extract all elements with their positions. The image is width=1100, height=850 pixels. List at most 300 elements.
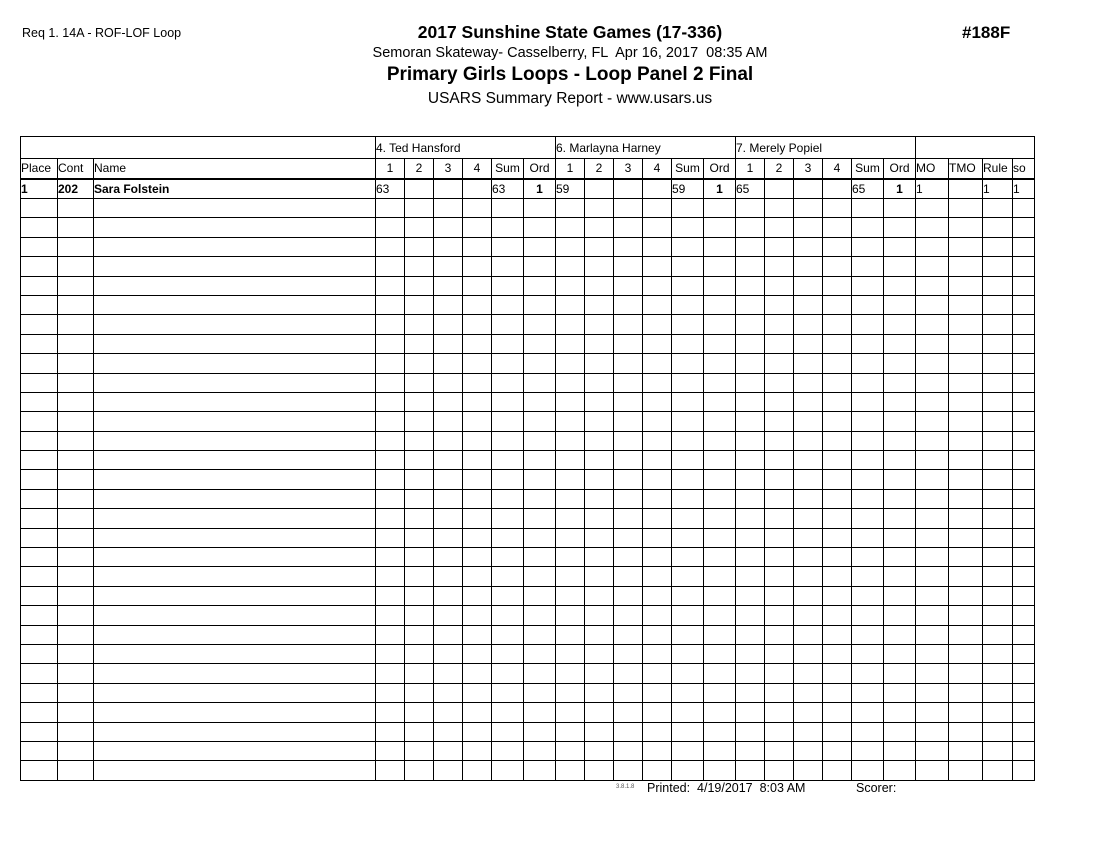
table-row bbox=[21, 199, 1035, 218]
empty-cell bbox=[643, 354, 672, 373]
printed-timestamp: Printed: 4/19/2017 8:03 AM bbox=[647, 781, 806, 795]
empty-cell bbox=[643, 295, 672, 314]
empty-cell bbox=[823, 528, 852, 547]
empty-cell bbox=[405, 451, 434, 470]
empty-cell bbox=[524, 644, 556, 663]
score-cell bbox=[614, 179, 643, 199]
empty-cell bbox=[643, 683, 672, 702]
empty-cell bbox=[614, 451, 643, 470]
empty-cell bbox=[492, 664, 524, 683]
empty-cell bbox=[736, 703, 765, 722]
empty-cell bbox=[492, 199, 524, 218]
empty-cell bbox=[614, 218, 643, 237]
empty-cell bbox=[614, 237, 643, 256]
empty-cell bbox=[736, 548, 765, 567]
sum-cell: 63 bbox=[492, 179, 524, 199]
empty-cell bbox=[794, 489, 823, 508]
empty-cell bbox=[524, 528, 556, 547]
empty-cell bbox=[643, 586, 672, 605]
empty-cell bbox=[983, 664, 1013, 683]
empty-cell bbox=[376, 334, 405, 353]
division-title: Primary Girls Loops - Loop Panel 2 Final bbox=[386, 64, 754, 85]
empty-cell bbox=[405, 412, 434, 431]
name-cell: Sara Folstein bbox=[94, 179, 376, 199]
empty-cell bbox=[94, 625, 376, 644]
corner-spacer bbox=[916, 137, 1035, 159]
column-header-2: 2 bbox=[765, 159, 794, 179]
score-cell: 65 bbox=[736, 179, 765, 199]
empty-cell bbox=[765, 683, 794, 702]
empty-cell bbox=[463, 295, 492, 314]
empty-cell bbox=[823, 218, 852, 237]
empty-cell bbox=[916, 412, 949, 431]
empty-cell bbox=[21, 199, 58, 218]
empty-cell bbox=[94, 644, 376, 663]
empty-cell bbox=[643, 373, 672, 392]
table-row bbox=[21, 179, 1035, 199]
empty-cell bbox=[884, 354, 916, 373]
column-header-4: 4 bbox=[643, 159, 672, 179]
empty-cell bbox=[376, 741, 405, 760]
empty-cell bbox=[765, 295, 794, 314]
empty-cell bbox=[736, 199, 765, 218]
table-row bbox=[21, 703, 1035, 722]
empty-cell bbox=[704, 392, 736, 411]
empty-cell bbox=[434, 451, 463, 470]
score-cell bbox=[643, 179, 672, 199]
title-block bbox=[40, 0, 1100, 108]
empty-cell bbox=[58, 276, 94, 295]
empty-cell bbox=[823, 412, 852, 431]
empty-cell bbox=[1013, 489, 1035, 508]
empty-cell bbox=[704, 315, 736, 334]
empty-cell bbox=[58, 315, 94, 334]
empty-cell bbox=[94, 431, 376, 450]
empty-cell bbox=[1013, 761, 1035, 780]
scorer-label: Scorer: bbox=[856, 781, 897, 795]
empty-cell bbox=[949, 489, 983, 508]
empty-cell bbox=[643, 741, 672, 760]
empty-cell bbox=[556, 606, 585, 625]
empty-cell bbox=[823, 664, 852, 683]
empty-cell bbox=[794, 683, 823, 702]
empty-cell bbox=[643, 703, 672, 722]
table-row bbox=[21, 431, 1035, 450]
empty-cell bbox=[643, 722, 672, 741]
empty-cell bbox=[524, 664, 556, 683]
empty-cell bbox=[58, 334, 94, 353]
empty-cell bbox=[794, 431, 823, 450]
empty-cell bbox=[524, 606, 556, 625]
empty-cell bbox=[916, 567, 949, 586]
empty-cell bbox=[21, 412, 58, 431]
table-row bbox=[21, 548, 1035, 567]
empty-cell bbox=[916, 741, 949, 760]
empty-cell bbox=[376, 489, 405, 508]
empty-cell bbox=[672, 470, 704, 489]
empty-cell bbox=[58, 373, 94, 392]
judge-header-1: 4. Ted Hansford bbox=[376, 137, 556, 159]
empty-cell bbox=[916, 644, 949, 663]
empty-cell bbox=[794, 412, 823, 431]
empty-cell bbox=[463, 703, 492, 722]
empty-cell bbox=[58, 548, 94, 567]
empty-cell bbox=[434, 199, 463, 218]
empty-cell bbox=[524, 218, 556, 237]
empty-cell bbox=[736, 625, 765, 644]
empty-cell bbox=[884, 741, 916, 760]
empty-cell bbox=[765, 218, 794, 237]
empty-cell bbox=[765, 315, 794, 334]
empty-cell bbox=[823, 315, 852, 334]
empty-cell bbox=[704, 548, 736, 567]
empty-cell bbox=[852, 412, 884, 431]
empty-cell bbox=[585, 528, 614, 547]
empty-cell bbox=[58, 412, 94, 431]
empty-cell bbox=[556, 664, 585, 683]
empty-cell bbox=[765, 625, 794, 644]
empty-cell bbox=[852, 586, 884, 605]
empty-cell bbox=[643, 451, 672, 470]
empty-cell bbox=[983, 412, 1013, 431]
empty-cell bbox=[643, 528, 672, 547]
sum-cell: 65 bbox=[852, 179, 884, 199]
empty-cell bbox=[823, 431, 852, 450]
table-row bbox=[21, 276, 1035, 295]
empty-cell bbox=[672, 199, 704, 218]
empty-cell bbox=[556, 509, 585, 528]
empty-cell bbox=[585, 237, 614, 256]
table-row bbox=[21, 567, 1035, 586]
empty-cell bbox=[585, 741, 614, 760]
empty-cell bbox=[58, 470, 94, 489]
empty-cell bbox=[672, 489, 704, 508]
table-row bbox=[21, 470, 1035, 489]
empty-cell bbox=[794, 703, 823, 722]
empty-cell bbox=[672, 528, 704, 547]
table-row bbox=[21, 741, 1035, 760]
empty-cell bbox=[434, 470, 463, 489]
empty-cell bbox=[983, 199, 1013, 218]
empty-cell bbox=[736, 334, 765, 353]
empty-cell bbox=[736, 412, 765, 431]
empty-cell bbox=[463, 392, 492, 411]
empty-cell bbox=[983, 703, 1013, 722]
empty-cell bbox=[884, 567, 916, 586]
empty-cell bbox=[643, 548, 672, 567]
empty-cell bbox=[823, 683, 852, 702]
empty-cell bbox=[58, 237, 94, 256]
empty-cell bbox=[463, 218, 492, 237]
empty-cell bbox=[643, 509, 672, 528]
empty-cell bbox=[884, 722, 916, 741]
column-header-ord: Ord bbox=[524, 159, 556, 179]
empty-cell bbox=[492, 528, 524, 547]
empty-cell bbox=[434, 276, 463, 295]
empty-cell bbox=[704, 489, 736, 508]
empty-cell bbox=[463, 431, 492, 450]
empty-cell bbox=[376, 528, 405, 547]
empty-cell bbox=[765, 334, 794, 353]
column-header-ord: Ord bbox=[884, 159, 916, 179]
empty-cell bbox=[852, 741, 884, 760]
table-row bbox=[21, 606, 1035, 625]
empty-cell bbox=[463, 761, 492, 780]
empty-cell bbox=[556, 741, 585, 760]
table-row bbox=[21, 257, 1035, 276]
empty-cell bbox=[823, 741, 852, 760]
empty-cell bbox=[823, 295, 852, 314]
empty-cell bbox=[21, 295, 58, 314]
empty-cell bbox=[524, 567, 556, 586]
empty-cell bbox=[21, 237, 58, 256]
empty-cell bbox=[823, 548, 852, 567]
empty-cell bbox=[916, 334, 949, 353]
empty-cell bbox=[672, 741, 704, 760]
empty-cell bbox=[463, 567, 492, 586]
empty-cell bbox=[524, 412, 556, 431]
empty-cell bbox=[94, 257, 376, 276]
empty-cell bbox=[916, 295, 949, 314]
empty-cell bbox=[376, 644, 405, 663]
empty-cell bbox=[556, 392, 585, 411]
empty-cell bbox=[765, 548, 794, 567]
empty-cell bbox=[492, 334, 524, 353]
table-row bbox=[21, 334, 1035, 353]
empty-cell bbox=[672, 761, 704, 780]
empty-cell bbox=[434, 761, 463, 780]
empty-cell bbox=[852, 431, 884, 450]
column-header-sum: Sum bbox=[492, 159, 524, 179]
empty-cell bbox=[949, 528, 983, 547]
column-header-ord: Ord bbox=[704, 159, 736, 179]
empty-cell bbox=[376, 548, 405, 567]
table-row bbox=[21, 761, 1035, 780]
empty-cell bbox=[434, 625, 463, 644]
empty-cell bbox=[884, 644, 916, 663]
empty-cell bbox=[643, 392, 672, 411]
empty-cell bbox=[463, 276, 492, 295]
empty-cell bbox=[556, 528, 585, 547]
empty-cell bbox=[614, 741, 643, 760]
empty-cell bbox=[916, 761, 949, 780]
empty-cell bbox=[94, 470, 376, 489]
empty-cell bbox=[794, 664, 823, 683]
empty-cell bbox=[765, 606, 794, 625]
empty-cell bbox=[983, 451, 1013, 470]
empty-cell bbox=[1013, 218, 1035, 237]
empty-cell bbox=[21, 373, 58, 392]
empty-cell bbox=[672, 354, 704, 373]
empty-cell bbox=[556, 412, 585, 431]
empty-cell bbox=[983, 548, 1013, 567]
empty-cell bbox=[524, 509, 556, 528]
empty-cell bbox=[736, 644, 765, 663]
empty-cell bbox=[585, 199, 614, 218]
empty-cell bbox=[614, 295, 643, 314]
empty-cell bbox=[884, 218, 916, 237]
empty-cell bbox=[672, 237, 704, 256]
empty-cell bbox=[643, 761, 672, 780]
empty-cell bbox=[794, 586, 823, 605]
empty-cell bbox=[949, 509, 983, 528]
empty-cell bbox=[463, 644, 492, 663]
empty-cell bbox=[823, 334, 852, 353]
empty-cell bbox=[672, 644, 704, 663]
empty-cell bbox=[1013, 354, 1035, 373]
empty-cell bbox=[21, 741, 58, 760]
empty-cell bbox=[376, 295, 405, 314]
empty-cell bbox=[884, 489, 916, 508]
empty-cell bbox=[1013, 741, 1035, 760]
column-header-cont: Cont bbox=[58, 159, 94, 179]
empty-cell bbox=[852, 451, 884, 470]
empty-cell bbox=[585, 664, 614, 683]
empty-cell bbox=[672, 703, 704, 722]
empty-cell bbox=[405, 722, 434, 741]
empty-cell bbox=[736, 354, 765, 373]
empty-cell bbox=[21, 392, 58, 411]
empty-cell bbox=[736, 741, 765, 760]
empty-cell bbox=[852, 315, 884, 334]
empty-cell bbox=[94, 664, 376, 683]
empty-cell bbox=[405, 295, 434, 314]
empty-cell bbox=[852, 392, 884, 411]
empty-cell bbox=[704, 257, 736, 276]
empty-cell bbox=[556, 199, 585, 218]
empty-cell bbox=[94, 315, 376, 334]
empty-cell bbox=[983, 470, 1013, 489]
empty-cell bbox=[434, 722, 463, 741]
empty-cell bbox=[58, 683, 94, 702]
empty-cell bbox=[765, 741, 794, 760]
empty-cell bbox=[524, 354, 556, 373]
empty-cell bbox=[916, 237, 949, 256]
empty-cell bbox=[556, 586, 585, 605]
empty-cell bbox=[736, 392, 765, 411]
score-cell bbox=[765, 179, 794, 199]
empty-cell bbox=[376, 664, 405, 683]
empty-cell bbox=[434, 664, 463, 683]
empty-cell bbox=[405, 703, 434, 722]
empty-cell bbox=[794, 722, 823, 741]
empty-cell bbox=[524, 276, 556, 295]
tmo-cell bbox=[949, 179, 983, 199]
empty-cell bbox=[852, 567, 884, 586]
empty-cell bbox=[21, 761, 58, 780]
empty-cell bbox=[884, 276, 916, 295]
empty-cell bbox=[492, 722, 524, 741]
empty-cell bbox=[852, 548, 884, 567]
empty-cell bbox=[852, 257, 884, 276]
empty-cell bbox=[405, 509, 434, 528]
empty-cell bbox=[405, 567, 434, 586]
empty-cell bbox=[672, 218, 704, 237]
empty-cell bbox=[556, 373, 585, 392]
empty-cell bbox=[704, 199, 736, 218]
empty-cell bbox=[585, 470, 614, 489]
empty-cell bbox=[405, 431, 434, 450]
score-cell bbox=[463, 179, 492, 199]
empty-cell bbox=[704, 276, 736, 295]
empty-cell bbox=[405, 276, 434, 295]
empty-cell bbox=[704, 509, 736, 528]
empty-cell bbox=[1013, 276, 1035, 295]
empty-cell bbox=[765, 761, 794, 780]
empty-cell bbox=[405, 761, 434, 780]
empty-cell bbox=[884, 257, 916, 276]
empty-cell bbox=[704, 644, 736, 663]
empty-cell bbox=[585, 315, 614, 334]
empty-cell bbox=[376, 451, 405, 470]
venue-date-line: Semoran Skateway- Casselberry, FL Apr 16, 2017 08:35 AM bbox=[372, 45, 768, 61]
empty-cell bbox=[58, 295, 94, 314]
empty-cell bbox=[823, 373, 852, 392]
empty-cell bbox=[1013, 451, 1035, 470]
empty-cell bbox=[94, 683, 376, 702]
empty-cell bbox=[949, 761, 983, 780]
empty-cell bbox=[765, 199, 794, 218]
empty-cell bbox=[21, 334, 58, 353]
table-row bbox=[21, 451, 1035, 470]
empty-cell bbox=[643, 257, 672, 276]
empty-cell bbox=[736, 218, 765, 237]
empty-cell bbox=[983, 218, 1013, 237]
empty-cell bbox=[1013, 237, 1035, 256]
table-row bbox=[21, 392, 1035, 411]
empty-cell bbox=[21, 470, 58, 489]
empty-cell bbox=[884, 412, 916, 431]
empty-cell bbox=[58, 586, 94, 605]
empty-cell bbox=[463, 548, 492, 567]
empty-cell bbox=[585, 509, 614, 528]
empty-cell bbox=[585, 761, 614, 780]
empty-cell bbox=[58, 489, 94, 508]
empty-cell bbox=[949, 199, 983, 218]
empty-cell bbox=[21, 354, 58, 373]
ord-cell: 1 bbox=[704, 179, 736, 199]
empty-cell bbox=[1013, 606, 1035, 625]
empty-cell bbox=[556, 354, 585, 373]
empty-cell bbox=[643, 334, 672, 353]
column-header-sum: Sum bbox=[672, 159, 704, 179]
empty-cell bbox=[794, 334, 823, 353]
empty-cell bbox=[823, 451, 852, 470]
empty-cell bbox=[704, 567, 736, 586]
empty-cell bbox=[463, 489, 492, 508]
empty-cell bbox=[736, 373, 765, 392]
table-row bbox=[21, 586, 1035, 605]
empty-cell bbox=[492, 218, 524, 237]
empty-cell bbox=[434, 567, 463, 586]
empty-cell bbox=[463, 722, 492, 741]
empty-cell bbox=[1013, 625, 1035, 644]
empty-cell bbox=[704, 431, 736, 450]
column-header-1: 1 bbox=[376, 159, 405, 179]
empty-cell bbox=[58, 509, 94, 528]
empty-cell bbox=[524, 315, 556, 334]
empty-cell bbox=[21, 276, 58, 295]
empty-cell bbox=[492, 683, 524, 702]
empty-cell bbox=[405, 334, 434, 353]
empty-cell bbox=[823, 509, 852, 528]
empty-cell bbox=[765, 237, 794, 256]
rule-cell: 1 bbox=[983, 179, 1013, 199]
empty-cell bbox=[884, 392, 916, 411]
empty-cell bbox=[405, 489, 434, 508]
empty-cell bbox=[614, 606, 643, 625]
empty-cell bbox=[524, 586, 556, 605]
